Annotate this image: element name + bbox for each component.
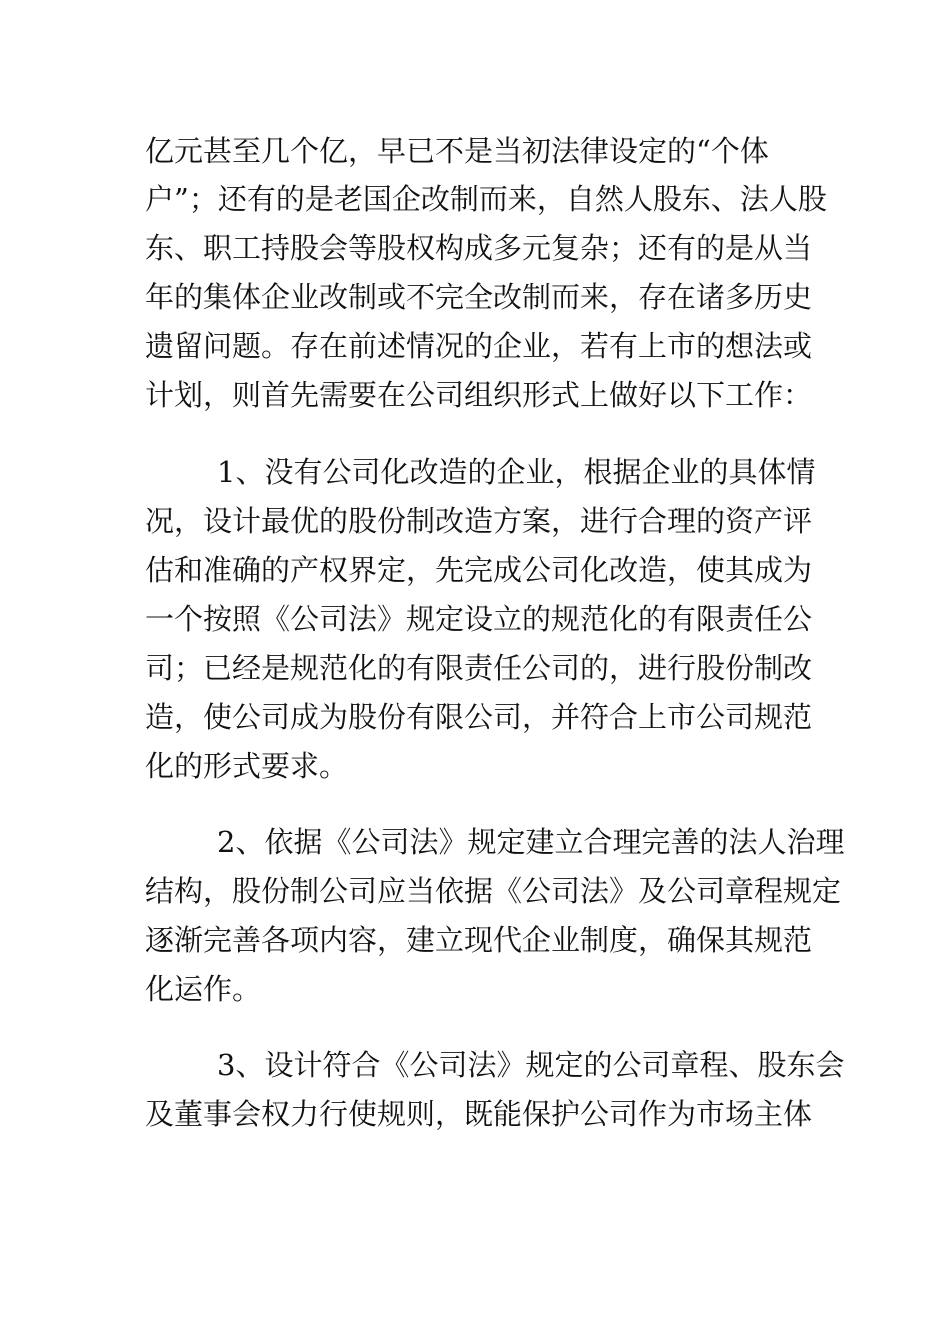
paragraph-1-line-2: 户”；还有的是老国企改制而来，自然人股东、法人股: [145, 182, 827, 216]
paragraph-4-line-1: 3、设计符合《公司法》规定的公司章程、股东会: [217, 1048, 845, 1082]
paragraph-2-line-5: 司；已经是规范化的有限责任公司的，进行股份制改: [145, 651, 813, 685]
paragraph-3-line-1: 2、依据《公司法》规定建立合理完善的法人治理: [217, 825, 845, 859]
paragraph-2-line-7: 化的形式要求。: [145, 749, 349, 783]
paragraph-1-line-1: 亿元甚至几个亿，早已不是当初法律设定的“个体: [145, 134, 769, 168]
paragraph-1-line-6: 计划，则首先需要在公司组织形式上做好以下工作：: [145, 378, 813, 412]
paragraph-3-line-3: 逐渐完善各项内容，建立现代企业制度，确保其规范: [145, 923, 813, 957]
paragraph-3-line-4: 化运作。: [145, 972, 262, 1006]
paragraph-2-line-4: 一个按照《公司法》规定设立的规范化的有限责任公: [145, 602, 813, 636]
paragraph-2-line-1: 1、没有公司化改造的企业，根据企业的具体情: [217, 455, 816, 489]
paragraph-3-line-2: 结构，股份制公司应当依据《公司法》及公司章程规定: [145, 874, 842, 908]
paragraph-1-line-5: 遗留问题。存在前述情况的企业，若有上市的想法或: [145, 329, 813, 363]
paragraph-1-line-4: 年的集体企业改制或不完全改制而来，存在诸多历史: [145, 280, 813, 314]
paragraph-4-line-2: 及董事会权力行使规则，既能保护公司作为市场主体: [145, 1097, 813, 1131]
paragraph-2-line-6: 造，使公司成为股份有限公司，并符合上市公司规范: [145, 700, 813, 734]
paragraph-1-line-3: 东、职工持股会等股权构成多元复杂；还有的是从当: [145, 231, 813, 265]
paragraph-2-line-2: 况，设计最优的股份制改造方案，进行合理的资产评: [145, 504, 813, 538]
paragraph-2-line-3: 估和准确的产权界定，先完成公司化改造，使其成为: [145, 553, 813, 587]
